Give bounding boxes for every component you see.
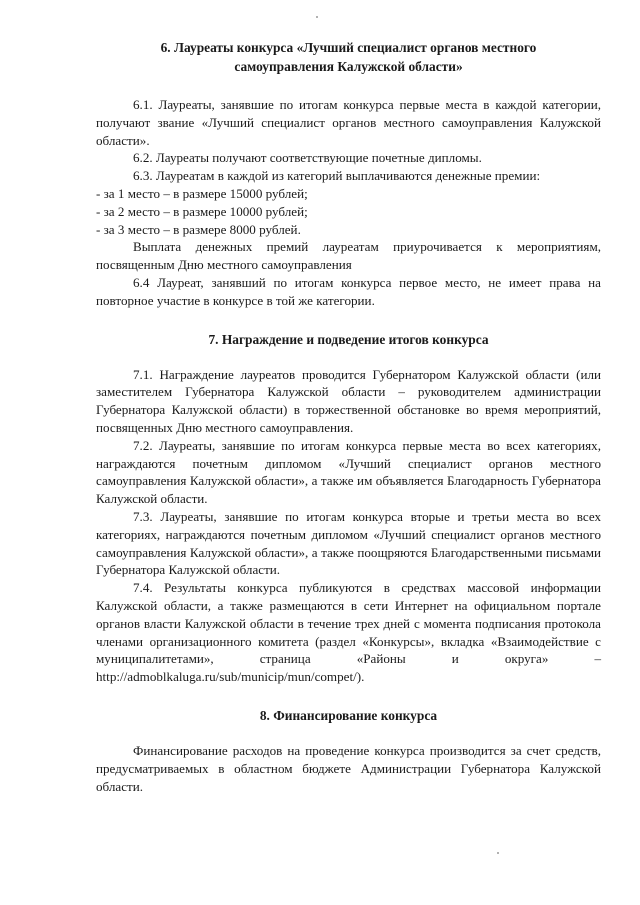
prize-item-3: - за 3 место – в размере 8000 рублей. — [96, 221, 301, 237]
paragraph-6-payout: Выплата денежных премий лауреатам приурочивается к мероприятиям, посвященным Дню местного самоуправления — [96, 239, 601, 273]
section-7-title: 7. Награждение и подведение итогов конкурса — [208, 331, 489, 347]
paragraph-6-1: 6.1. Лауреаты, занявшие по итогам конкурса первые места в каждой категории, получают звание «Лучший специалист органов местного самоуправления Калужской области». — [96, 97, 601, 148]
document-body — [96, 38, 601, 795]
paragraph-6-2: 6.2. Лауреаты получают соответствующие почетные дипломы. — [133, 150, 482, 166]
section-6-title: 6. Лауреаты конкурса «Лучший специалист органов местного самоуправления Калужской области» — [160, 40, 537, 74]
paragraph-7-3: 7.3. Лауреаты, занявшие по итогам конкурса вторые и третьи места во всех категориях, награждаются почетным дипломом «Лучший специалист органов местного самоуправления Калужской области», а также поощряются Благодарственными письмами Губернатора Калужской области. — [96, 508, 601, 578]
paragraph-7-1: 7.1. Награждение лауреатов проводится Губернатором Калужской области (или заместителем Губернатора Калужской области – руководителем администрации Губернатора Калужской области) в торжественной обстановке во время мероприятий, посвященных Дню местного самоуправления. — [96, 366, 601, 435]
scan-speck — [497, 852, 499, 854]
paragraph-6-3: 6.3. Лауреатам в каждой из категорий выплачиваются денежные премии: — [133, 168, 541, 184]
scan-speck — [316, 16, 318, 18]
prize-list — [96, 185, 601, 238]
paragraph-7-2: 7.2. Лауреаты, занявшие по итогам конкурса первые места во всех категориях, награждаются почетным дипломом «Лучший специалист органов местного самоуправления Калужской области», а также им объявляется Благодарность Губернатора Калужской области. — [96, 437, 601, 507]
paragraph-7-4: 7.4. Результаты конкурса публикуются в средствах массовой информации Калужской области, а также размещаются в сети Интернет на официальном портале органов власти Калужской области в течение трех дней с момента подписания протокола членами организационного комитета (раздел «Конкурсы», вкладка «Взаимодействие с муниципалитетами», страница «Районы и округа» – http://admoblkaluga.ru/sub/municip/mun/compet/). — [96, 580, 601, 685]
prize-item-2: - за 2 место – в размере 10000 рублей; — [96, 203, 308, 219]
paragraph-8-1: Финансирование расходов на проведение конкурса производится за счет средств, предусматриваемых в областном бюджете Администрации Губернатора Калужской области. — [96, 742, 601, 794]
prize-item-1: - за 1 место – в размере 15000 рублей; — [96, 185, 308, 201]
section-8-title: 8. Финансирование конкурса — [259, 707, 438, 723]
paragraph-6-4: 6.4 Лауреат, занявший по итогам конкурса первое место, не имеет права на повторное участие в конкурсе в той же категории. — [96, 274, 601, 308]
